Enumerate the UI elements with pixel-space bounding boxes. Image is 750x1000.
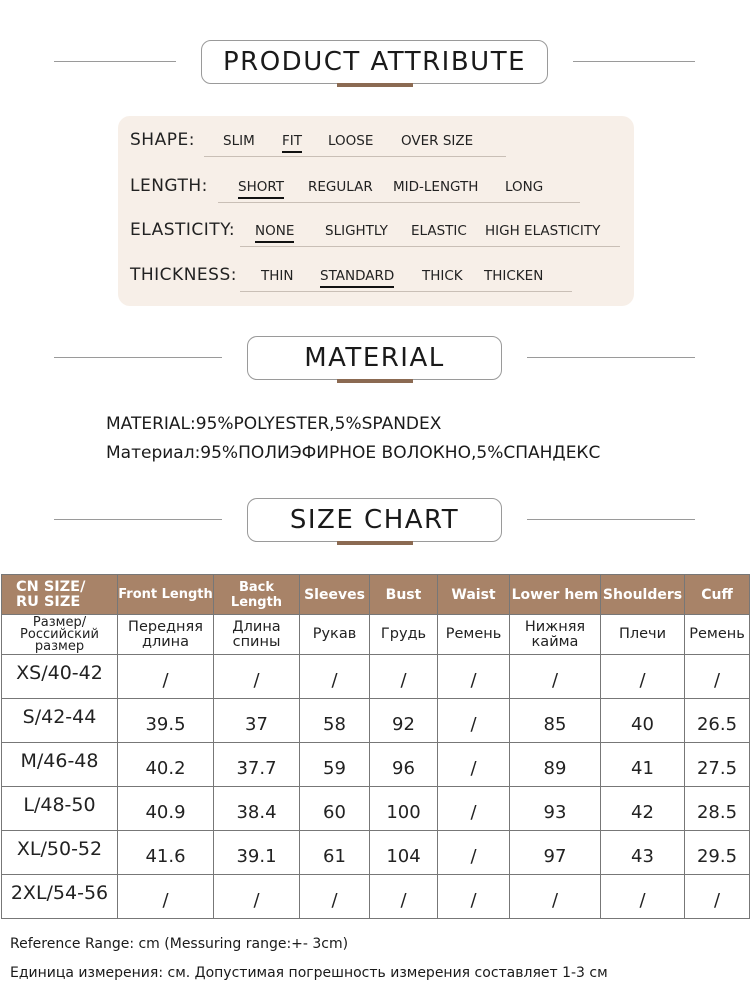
title-accent — [337, 541, 413, 545]
cell-value: 59 — [323, 758, 346, 779]
material-heading — [0, 336, 750, 380]
measure-cell — [370, 655, 438, 699]
size-cell — [2, 655, 118, 699]
measure-cell — [214, 831, 300, 875]
attr-option-mid-length: MID-LENGTH — [393, 179, 479, 195]
cell-value: 85 — [543, 714, 567, 735]
header-cell-ru: Грудь — [370, 615, 438, 655]
measure-cell — [118, 787, 214, 831]
size-cell — [2, 875, 118, 919]
measure-cell — [300, 743, 370, 787]
table-row — [2, 875, 750, 919]
attr-option-thicken: THICKEN — [484, 268, 544, 284]
cell-value: / — [331, 890, 338, 911]
attr-underline — [204, 156, 506, 157]
measure-cell — [685, 787, 750, 831]
divider-left — [54, 61, 176, 62]
cell-value: 60 — [323, 802, 346, 823]
material-pill — [247, 336, 502, 380]
measure-cell — [685, 655, 750, 699]
attr-underline — [240, 246, 620, 247]
measure-cell — [370, 875, 438, 919]
header-cell: Sleeves — [300, 575, 370, 615]
divider-right — [527, 357, 695, 358]
cell-value: 37.7 — [236, 758, 277, 779]
attr-row-length — [130, 176, 630, 202]
table-row — [2, 743, 750, 787]
measure-cell — [510, 743, 601, 787]
header-cell-ru: Передняя длина — [118, 615, 214, 655]
cell-value: 39.1 — [236, 846, 277, 867]
cell-value: 39.5 — [145, 714, 186, 735]
divider-right — [573, 61, 695, 62]
attr-label-length: LENGTH: — [130, 176, 208, 196]
header-row-en — [2, 575, 750, 615]
size-cell — [2, 787, 118, 831]
cell-value: / — [331, 670, 338, 691]
attr-underline — [218, 202, 580, 203]
header-cell: Waist — [438, 575, 510, 615]
size-cell — [2, 743, 118, 787]
attr-option-high-elasticity: HIGH ELASTICITY — [485, 223, 601, 239]
attr-option-long: LONG — [505, 179, 544, 195]
attr-option-standard-selected: STANDARD — [320, 268, 395, 284]
cell-value: 43 — [631, 846, 654, 867]
measure-cell — [510, 787, 601, 831]
cell-value: 40.9 — [145, 802, 186, 823]
cell-value: / — [551, 890, 559, 911]
cell-value: / — [400, 890, 407, 911]
measure-cell — [685, 875, 750, 919]
header-row-ru — [2, 615, 750, 655]
cell-value: 92 — [392, 714, 415, 735]
measure-cell — [300, 787, 370, 831]
cell-value: / — [162, 890, 169, 911]
measure-cell — [685, 743, 750, 787]
attr-option-over-size: OVER SIZE — [401, 133, 474, 149]
measure-cell — [438, 743, 510, 787]
attr-option-elastic: ELASTIC — [411, 223, 467, 239]
header-cell: Cuff — [685, 575, 750, 615]
measure-cell — [510, 875, 601, 919]
attr-option-thin: THIN — [261, 268, 294, 284]
reference-note-ru: Единица измерения: см. Допустимая погрешность измерения составляет 1-3 см — [10, 965, 608, 981]
cell-value: 96 — [392, 758, 415, 779]
material-ru — [106, 443, 600, 463]
attr-row-thickness — [130, 265, 630, 291]
cell-value: XL/50-52 — [16, 837, 103, 860]
measure-cell — [300, 655, 370, 699]
measure-cell — [214, 655, 300, 699]
cell-value: 41.6 — [145, 846, 186, 867]
measure-cell — [438, 875, 510, 919]
measure-cell — [214, 787, 300, 831]
cell-value: 37 — [245, 714, 268, 735]
attr-label-shape: SHAPE: — [130, 130, 195, 150]
cell-value: 40 — [631, 714, 654, 735]
cell-value: 41 — [631, 758, 654, 779]
table-row — [2, 655, 750, 699]
cell-value: M/46-48 — [20, 749, 99, 772]
cell-value: 29.5 — [696, 846, 738, 867]
cell-value: 2XL/54-56 — [10, 881, 109, 904]
cell-value: S/42-44 — [22, 705, 97, 728]
measure-cell — [510, 699, 601, 743]
title-accent — [337, 83, 413, 87]
header-cell-size: CN SIZE/ RU SIZE — [2, 575, 118, 615]
divider-left — [54, 357, 222, 358]
measure-cell — [118, 655, 214, 699]
cell-value: 38.4 — [236, 802, 277, 823]
cell-value: 42 — [631, 802, 654, 823]
measure-cell — [370, 831, 438, 875]
cell-value: 26.5 — [696, 714, 738, 735]
header-cell-ru: Длина спины — [214, 615, 300, 655]
header-cell-ru: Ремень — [685, 615, 750, 655]
table-row — [2, 787, 750, 831]
cell-value: 89 — [543, 758, 567, 779]
attr-row-shape — [130, 130, 630, 156]
measure-cell — [601, 699, 685, 743]
measure-cell — [370, 787, 438, 831]
measure-cell — [685, 699, 750, 743]
attr-option-short-selected: SHORT — [238, 179, 284, 195]
measure-cell — [370, 743, 438, 787]
cell-value: / — [470, 890, 477, 911]
measure-cell — [510, 831, 601, 875]
measure-cell — [300, 699, 370, 743]
header-cell-ru: Рукав — [300, 615, 370, 655]
cell-value: / — [551, 670, 559, 691]
attr-underline — [240, 291, 572, 292]
cell-value: 27.5 — [696, 758, 738, 779]
title-accent — [337, 379, 413, 383]
attr-label-elasticity: ELASTICITY: — [130, 220, 236, 240]
attr-option-loose: LOOSE — [328, 133, 374, 149]
cell-value: / — [253, 890, 260, 911]
cell-value: / — [639, 670, 646, 691]
attr-row-elasticity — [130, 220, 630, 246]
measure-cell — [118, 743, 214, 787]
cell-value: 28.5 — [696, 802, 738, 823]
material-ru-label: Материал: — [106, 443, 201, 463]
cell-value: 61 — [323, 846, 346, 867]
measure-cell — [214, 875, 300, 919]
cell-value: / — [713, 890, 721, 911]
product-attribute-pill — [201, 40, 548, 84]
cell-value: / — [470, 714, 477, 735]
measure-cell — [118, 699, 214, 743]
header-cell-ru: Ремень — [438, 615, 510, 655]
attr-option-regular: REGULAR — [308, 179, 373, 195]
cell-value: / — [639, 890, 646, 911]
header-cell: Back Length — [214, 575, 300, 615]
header-cell-ru: Нижняя кайма — [510, 615, 601, 655]
header-cell-ru: Плечи — [601, 615, 685, 655]
attr-option-slightly: SLIGHTLY — [325, 223, 388, 239]
measure-cell — [300, 831, 370, 875]
size-cell — [2, 699, 118, 743]
table-row — [2, 831, 750, 875]
measure-cell — [510, 655, 601, 699]
attr-option-fit-selected: FIT — [282, 133, 302, 149]
cell-value: 40.2 — [145, 758, 186, 779]
header-cell: Bust — [370, 575, 438, 615]
cell-value: / — [470, 758, 477, 779]
cell-value: 97 — [543, 846, 567, 867]
cell-value: 58 — [323, 714, 346, 735]
cell-value: / — [470, 670, 477, 691]
header-cell-size-ru: Размер/ Российский размер — [2, 615, 118, 655]
size-chart-title: SIZE CHART — [289, 505, 460, 535]
header-cell: Shoulders — [601, 575, 685, 615]
measure-cell — [438, 699, 510, 743]
measure-cell — [300, 875, 370, 919]
attr-option-slim: SLIM — [223, 133, 255, 149]
measure-cell — [370, 699, 438, 743]
measure-cell — [601, 831, 685, 875]
product-attribute-heading — [0, 40, 750, 84]
size-chart-pill — [247, 498, 502, 542]
cell-value: / — [470, 802, 477, 823]
measure-cell — [601, 655, 685, 699]
attr-option-none-selected: NONE — [255, 223, 295, 239]
measure-cell — [214, 743, 300, 787]
size-cell — [2, 831, 118, 875]
attribute-panel — [118, 116, 634, 306]
cell-value: 93 — [543, 802, 567, 823]
cell-value: 104 — [386, 846, 421, 867]
material-en-label: MATERIAL: — [106, 414, 196, 434]
cell-value: / — [162, 670, 169, 691]
material-en-value: 95%POLYESTER,5%SPANDEX — [195, 414, 442, 434]
material-en — [106, 414, 441, 434]
measure-cell — [601, 743, 685, 787]
cell-value: L/48-50 — [23, 793, 96, 816]
measure-cell — [601, 875, 685, 919]
material-ru-value: 95%ПОЛИЭФИРНОЕ ВОЛОКНО,5%СПАНДЕКС — [200, 443, 601, 463]
header-cell: Front Length — [118, 575, 214, 615]
measure-cell — [214, 699, 300, 743]
size-chart-table — [1, 574, 750, 919]
cell-value: XS/40-42 — [16, 661, 103, 684]
measure-cell — [438, 831, 510, 875]
cell-value: / — [713, 670, 721, 691]
measure-cell — [601, 787, 685, 831]
measure-cell — [685, 831, 750, 875]
cell-value: / — [400, 670, 407, 691]
measure-cell — [118, 875, 214, 919]
attr-label-thickness: THICKNESS: — [130, 265, 237, 285]
cell-value: / — [470, 846, 477, 867]
cell-value: 100 — [386, 802, 421, 823]
reference-note-en: Reference Range: cm (Messuring range:+- 3cm) — [10, 936, 349, 952]
attr-option-thick: THICK — [422, 268, 463, 284]
divider-left — [54, 519, 222, 520]
measure-cell — [438, 655, 510, 699]
size-chart-heading — [0, 498, 750, 542]
header-cell: Lower hem — [510, 575, 601, 615]
measure-cell — [118, 831, 214, 875]
material-title: MATERIAL — [304, 343, 445, 373]
divider-right — [527, 519, 695, 520]
measure-cell — [438, 787, 510, 831]
table-row — [2, 699, 750, 743]
product-attribute-title: PRODUCT ATTRIBUTE — [222, 47, 527, 77]
cell-value: / — [253, 670, 260, 691]
